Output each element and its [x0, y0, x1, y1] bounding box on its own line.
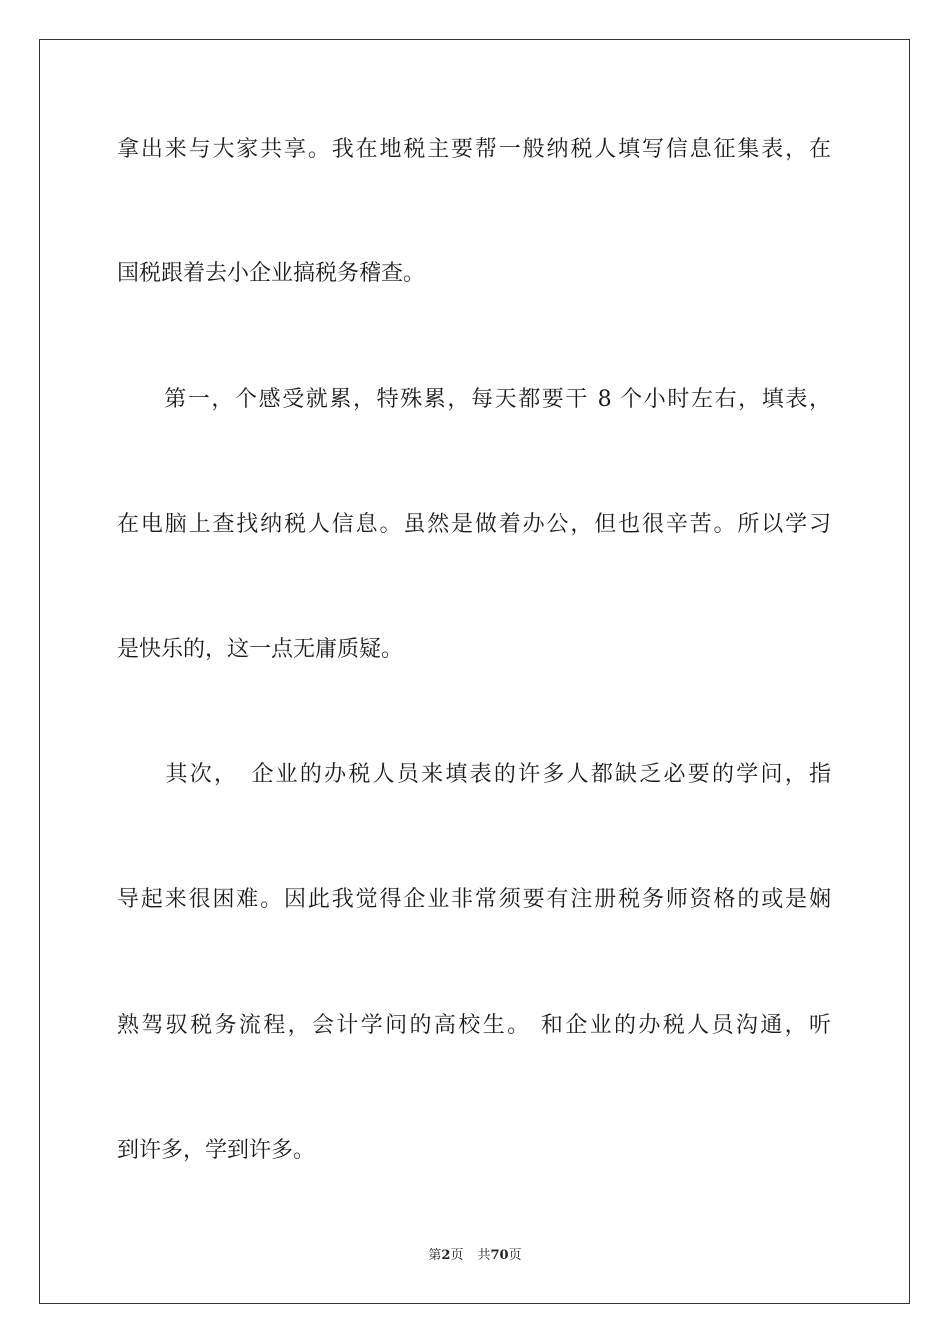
footer-total-suffix: 页 [508, 1248, 522, 1263]
paragraph-line-1: 拿出来与大家共享。我在地税主要帮一般纳税人填写信息征集表，在 [117, 137, 831, 162]
footer-total-prefix: 共 [477, 1248, 491, 1263]
paragraph-line-4: 在电脑上查找纳税人信息。虽然是做着办公，但也很辛苦。所以学习 [117, 512, 831, 537]
paragraph-line-3: 第一，个感受就累，特殊累，每天都要干 8 个小时左右，填表， [117, 387, 831, 412]
paragraph-line-9: 到许多，学到许多。 [117, 1138, 316, 1163]
footer-page-number: 2 [441, 1248, 451, 1263]
paragraph-line-7: 导起来很困难。因此我觉得企业非常须要有注册税务师资格的或是娴 [117, 887, 831, 912]
footer-prefix: 第 [428, 1248, 442, 1263]
footer-page-suffix: 页 [450, 1248, 464, 1263]
page-footer [0, 1247, 950, 1265]
paragraph-line-8: 熟驾驭税务流程，会计学问的高校生。 和企业的办税人员沟通，听 [117, 1013, 831, 1038]
footer-total-pages: 70 [490, 1248, 509, 1263]
paragraph-line-6: 其次， 企业的办税人员来填表的许多人都缺乏必要的学问，指 [117, 762, 831, 787]
paragraph-line-2: 国税跟着去小企业搞税务稽查。 [117, 261, 426, 286]
paragraph-line-5: 是快乐的，这一点无庸质疑。 [117, 637, 404, 662]
page-border [39, 39, 910, 1304]
